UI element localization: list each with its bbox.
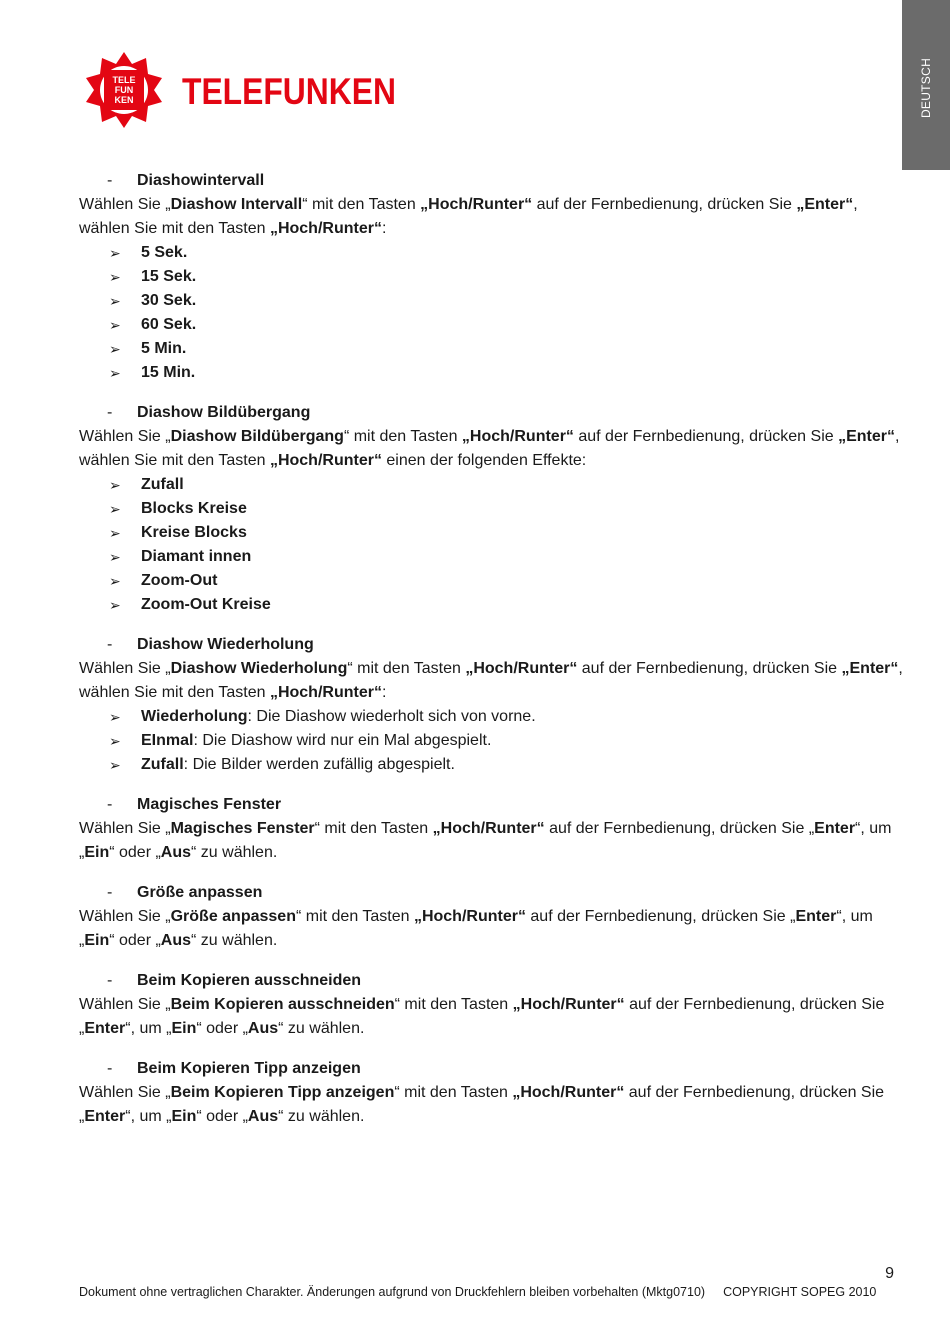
section-paragraph: Wählen Sie „Diashow Bildübergang“ mit den Tasten „Hoch/Runter“ auf der Fernbedienung, drücken Sie „Enter“, wählen Sie mit den Tasten „Hoch/Runter“ einen der folgenden Effekte:	[79, 428, 900, 469]
section-beim-kopieren-tipp-anzeigen	[79, 1057, 909, 1129]
emblem-line-1: TELE	[112, 75, 136, 85]
list-item: ➢ 15 Sek.	[79, 265, 909, 289]
section-paragraph: Wählen Sie „Beim Kopieren Tipp anzeigen“ mit den Tasten „Hoch/Runter“ auf der Fernbedienung, drücken Sie „Enter“, um „Ein“ oder „Aus“ zu wählen.	[79, 1084, 885, 1125]
list-item: ➢ 5 Sek.	[79, 241, 909, 265]
arrow-bullet-icon: ➢	[109, 245, 121, 261]
language-tab	[902, 0, 950, 170]
section-heading: - Diashow Wiederholung	[107, 636, 314, 653]
section-heading: - Diashow Bildübergang	[107, 404, 311, 421]
section-diashowintervall	[79, 169, 909, 385]
list-item: ➢ Wiederholung: Die Diashow wiederholt sich von vorne.	[79, 705, 909, 729]
arrow-bullet-icon: ➢	[109, 709, 121, 725]
emblem-line-3: KEN	[114, 95, 134, 105]
telefunken-logo-graphic	[86, 50, 406, 130]
section-paragraph: Wählen Sie „Diashow Wiederholung“ mit den Tasten „Hoch/Runter“ auf der Fernbedienung, drücken Sie „Enter“, wählen Sie mit den Tasten „Hoch/Runter“:	[79, 660, 903, 701]
option-list	[79, 705, 909, 777]
section-diashow-bilduebergang	[79, 401, 909, 617]
arrow-bullet-icon: ➢	[109, 597, 121, 613]
page-footer	[79, 1285, 876, 1299]
section-groesse-anpassen	[79, 881, 909, 953]
list-item: ➢ 15 Min.	[79, 361, 909, 385]
arrow-bullet-icon: ➢	[109, 757, 121, 773]
section-heading: - Beim Kopieren Tipp anzeigen	[107, 1060, 361, 1077]
option-list	[79, 241, 909, 385]
section-heading: - Größe anpassen	[107, 884, 263, 901]
list-item: ➢ 60 Sek.	[79, 313, 909, 337]
section-beim-kopieren-ausschneiden	[79, 969, 909, 1041]
footer-copyright: COPYRIGHT SOPEG 2010	[723, 1285, 877, 1299]
section-heading: - Magisches Fenster	[107, 796, 282, 813]
list-item: ➢ Zoom-Out	[79, 569, 909, 593]
section-paragraph: Wählen Sie „Magisches Fenster“ mit den Tasten „Hoch/Runter“ auf der Fernbedienung, drücken Sie „Enter“, um „Ein“ oder „Aus“ zu wählen.	[79, 820, 892, 861]
option-list	[79, 473, 909, 617]
section-magisches-fenster	[79, 793, 909, 865]
list-item: ➢ 5 Min.	[79, 337, 909, 361]
arrow-bullet-icon: ➢	[109, 341, 121, 357]
section-paragraph: Wählen Sie „Diashow Intervall“ mit den Tasten „Hoch/Runter“ auf der Fernbedienung, drücken Sie „Enter“, wählen Sie mit den Tasten „Hoch/Runter“:	[79, 196, 858, 237]
arrow-bullet-icon: ➢	[109, 365, 121, 381]
arrow-bullet-icon: ➢	[109, 477, 121, 493]
arrow-bullet-icon: ➢	[109, 317, 121, 333]
list-item: ➢ Zoom-Out Kreise	[79, 593, 909, 617]
arrow-bullet-icon: ➢	[109, 573, 121, 589]
language-tab-label: DEUTSCH	[919, 57, 933, 119]
telefunken-logo	[86, 50, 406, 130]
logo-emblem	[86, 52, 162, 128]
list-item: ➢ EInmal: Die Diashow wird nur ein Mal abgespielt.	[79, 729, 909, 753]
footer-disclaimer: Dokument ohne vertraglichen Charakter. Änderungen aufgrund von Druckfehlern bleiben vorbehalten (Mktg0710)	[79, 1285, 706, 1299]
arrow-bullet-icon: ➢	[109, 733, 121, 749]
section-paragraph: Wählen Sie „Beim Kopieren ausschneiden“ mit den Tasten „Hoch/Runter“ auf der Fernbedienung, drücken Sie „Enter“, um „Ein“ oder „Aus“ zu wählen.	[79, 996, 885, 1037]
list-item: ➢ Zufall: Die Bilder werden zufällig abgespielt.	[79, 753, 909, 777]
list-item: ➢ Kreise Blocks	[79, 521, 909, 545]
arrow-bullet-icon: ➢	[109, 269, 121, 285]
emblem-line-2: FUN	[114, 85, 134, 95]
section-diashow-wiederholung	[79, 633, 909, 777]
document-body	[79, 169, 909, 1145]
section-heading: - Beim Kopieren ausschneiden	[107, 972, 362, 989]
arrow-bullet-icon: ➢	[109, 525, 121, 541]
page-number: 9	[885, 1265, 894, 1282]
arrow-bullet-icon: ➢	[109, 501, 121, 517]
list-item: ➢ Blocks Kreise	[79, 497, 909, 521]
list-item: ➢ Diamant innen	[79, 545, 909, 569]
arrow-bullet-icon: ➢	[109, 549, 121, 565]
section-paragraph: Wählen Sie „Größe anpassen“ mit den Tasten „Hoch/Runter“ auf der Fernbedienung, drücken Sie „Enter“, um „Ein“ oder „Aus“ zu wählen.	[79, 908, 873, 949]
list-item: ➢ Zufall	[79, 473, 909, 497]
list-item: ➢ 30 Sek.	[79, 289, 909, 313]
section-heading: - Diashowintervall	[107, 172, 265, 189]
brand-wordmark: TELEFUNKEN	[182, 71, 396, 112]
arrow-bullet-icon: ➢	[109, 293, 121, 309]
